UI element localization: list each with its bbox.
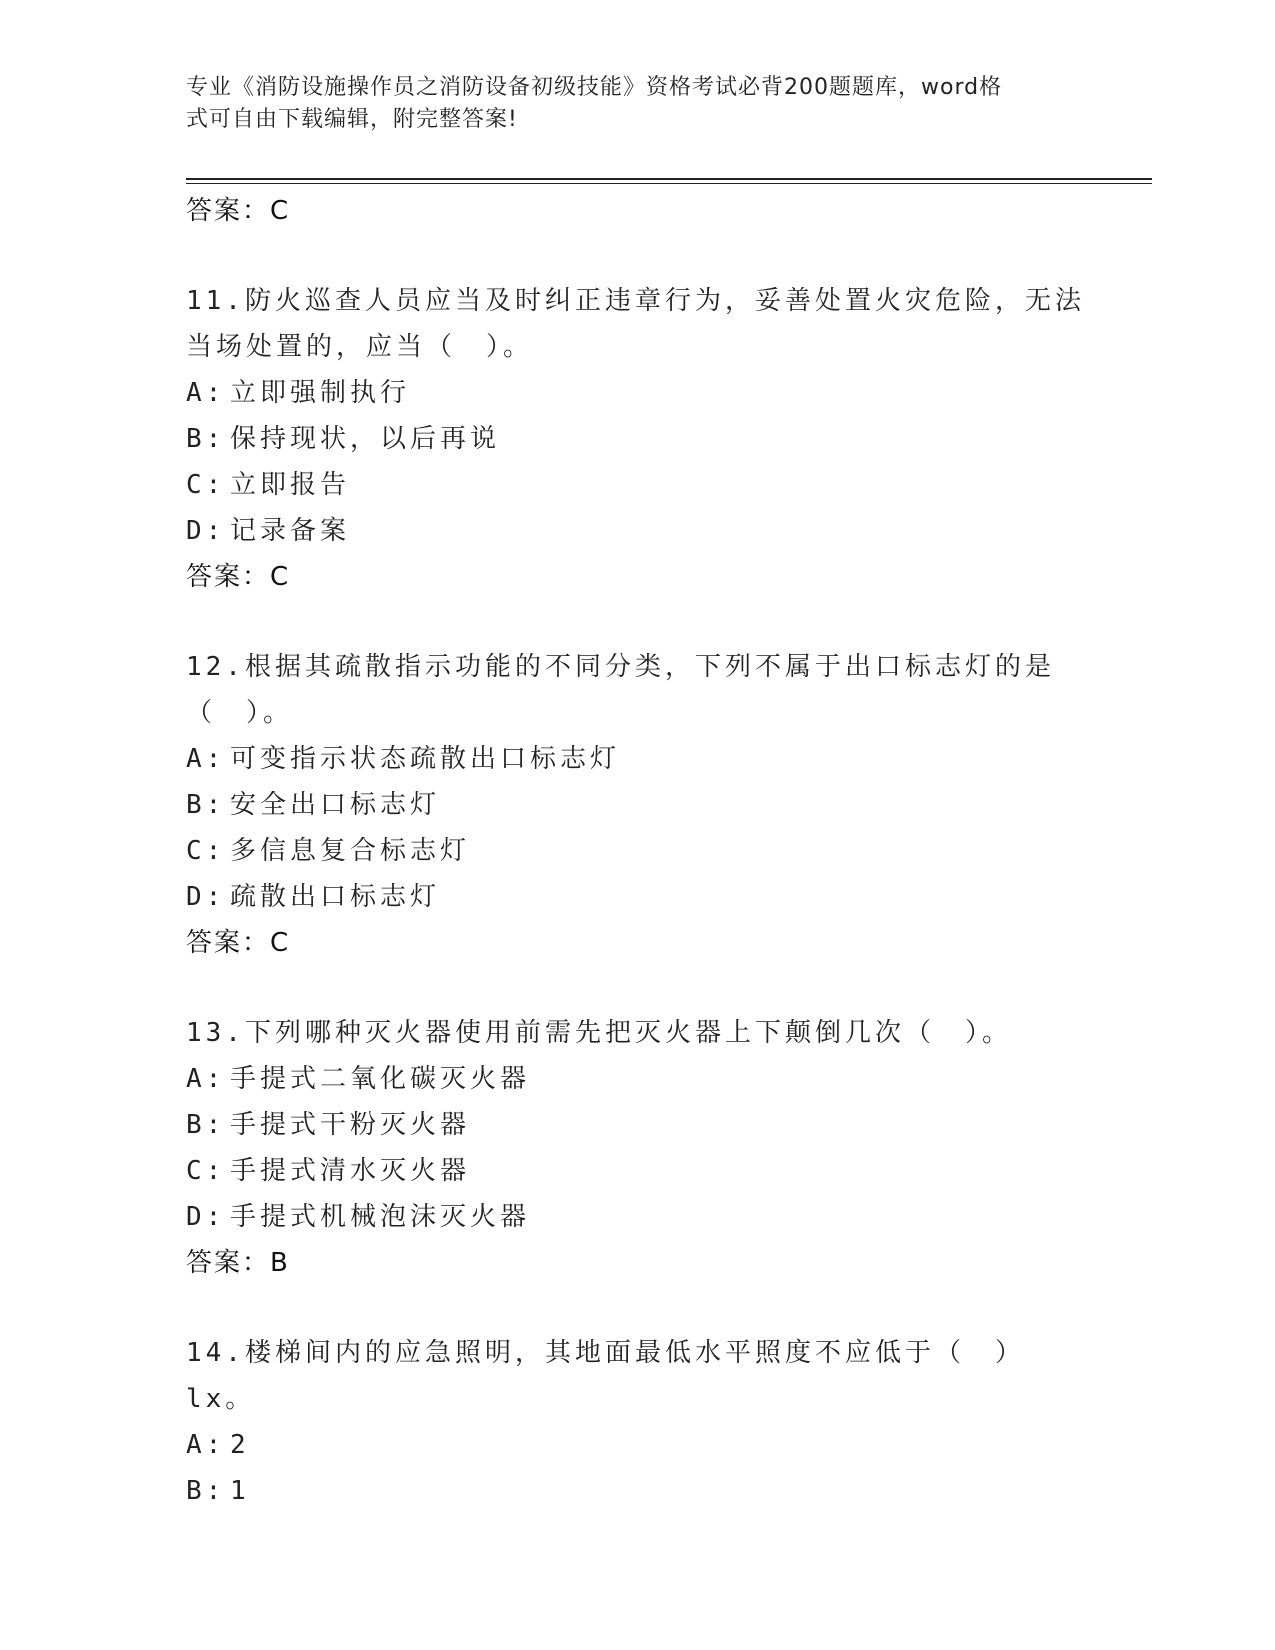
question-11 — [186, 278, 1086, 600]
option-text: 多信息复合标志灯 — [230, 836, 471, 866]
option-text: 1 — [230, 1476, 250, 1506]
option-b — [186, 416, 1086, 462]
previous-answer: 答案：C — [186, 196, 291, 226]
option-text: 手提式机械泡沫灭火器 — [230, 1202, 531, 1232]
option-key: A: — [186, 1430, 226, 1460]
option-key: A: — [186, 378, 226, 408]
option-key: B: — [186, 790, 226, 820]
header-line-1: 专业《消防设施操作员之消防设备初级技能》资格考试必背200题题库，word格 — [186, 75, 1003, 100]
header-line-2: 式可自由下载编辑，附完整答案! — [186, 107, 518, 132]
option-b — [186, 1102, 1086, 1148]
option-text: 记录备案 — [230, 516, 351, 546]
option-a — [186, 370, 1086, 416]
option-text: 2 — [230, 1430, 250, 1460]
question-list — [186, 188, 1086, 1514]
option-text: 立即强制执行 — [230, 378, 411, 408]
question-13 — [186, 1010, 1086, 1286]
header-rule-thin — [186, 183, 1152, 184]
option-key: D: — [186, 1202, 226, 1232]
option-d — [186, 508, 1086, 554]
document-header — [186, 72, 1066, 136]
header-rule-thick — [186, 178, 1152, 180]
option-text: 安全出口标志灯 — [230, 790, 441, 820]
option-key: A: — [186, 1064, 226, 1094]
question-stem: 11.防火巡查人员应当及时纠正违章行为，妥善处置火灾危险，无法当场处置的，应当（ ）。 — [186, 286, 1085, 362]
option-text: 立即报告 — [230, 470, 351, 500]
question-stem: 14.楼梯间内的应急照明，其地面最低水平照度不应低于（ ）lx。 — [186, 1338, 1025, 1414]
question-stem: 13.下列哪种灭火器使用前需先把灭火器上下颠倒几次（ ）。 — [186, 1018, 1012, 1048]
answer-line: 答案：C — [186, 928, 291, 958]
answer-line: 答案：C — [186, 562, 291, 592]
option-b — [186, 1468, 1086, 1514]
option-c — [186, 1148, 1086, 1194]
option-a — [186, 1422, 1086, 1468]
option-text: 保持现状，以后再说 — [230, 424, 501, 454]
question-stem: 12.根据其疏散指示功能的不同分类，下列不属于出口标志灯的是（ ）。 — [186, 652, 1055, 728]
option-c — [186, 462, 1086, 508]
option-key: D: — [186, 516, 226, 546]
option-c — [186, 828, 1086, 874]
option-key: D: — [186, 882, 226, 912]
option-text: 手提式清水灭火器 — [230, 1156, 471, 1186]
option-key: B: — [186, 424, 226, 454]
option-key: C: — [186, 470, 226, 500]
option-text: 手提式二氧化碳灭火器 — [230, 1064, 531, 1094]
option-key: C: — [186, 1156, 226, 1186]
option-key: B: — [186, 1110, 226, 1140]
question-14 — [186, 1330, 1086, 1514]
option-key: A: — [186, 744, 226, 774]
option-a — [186, 1056, 1086, 1102]
answer-line: 答案：B — [186, 1248, 290, 1278]
option-b — [186, 782, 1086, 828]
option-text: 疏散出口标志灯 — [230, 882, 441, 912]
option-d — [186, 1194, 1086, 1240]
option-key: B: — [186, 1476, 226, 1506]
option-d — [186, 874, 1086, 920]
question-12 — [186, 644, 1086, 966]
option-text: 可变指示状态疏散出口标志灯 — [230, 744, 621, 774]
option-a — [186, 736, 1086, 782]
option-text: 手提式干粉灭火器 — [230, 1110, 471, 1140]
option-key: C: — [186, 836, 226, 866]
